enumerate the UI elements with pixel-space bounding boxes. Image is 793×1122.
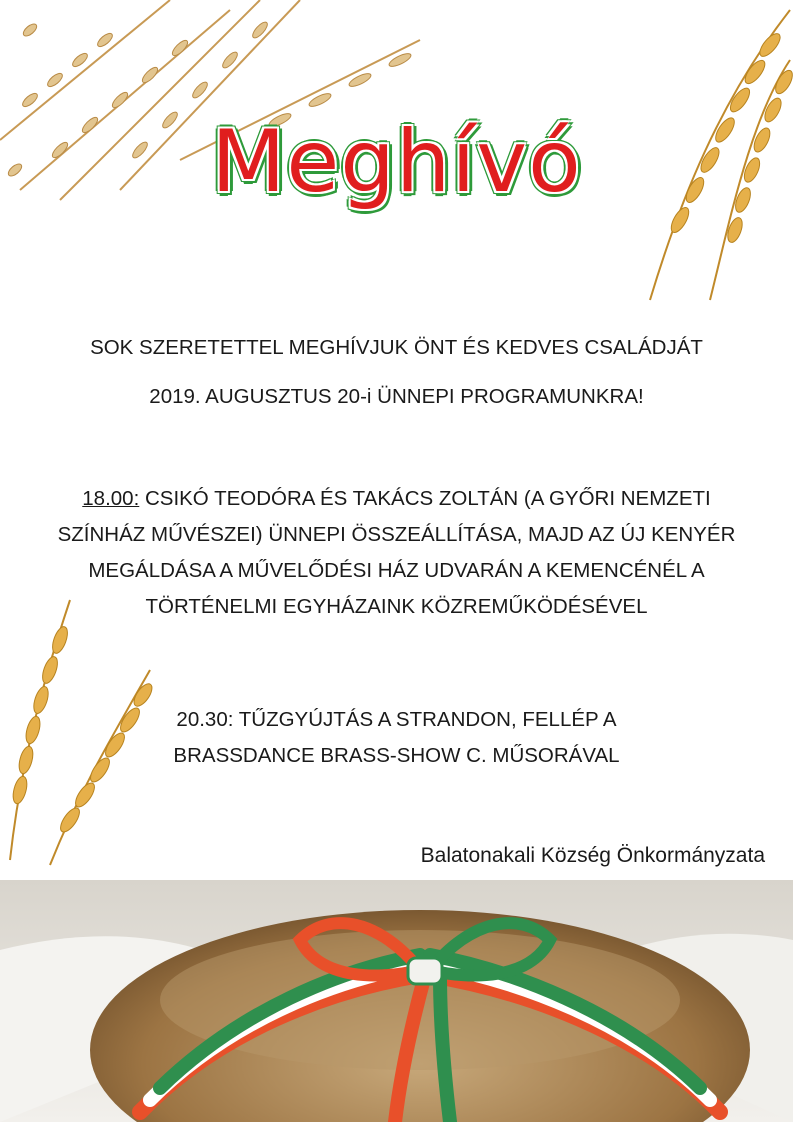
program-1 [0, 481, 793, 625]
program-2-line-2: BRASSDANCE BRASS-SHOW C. MŰSORÁVAL [173, 744, 620, 767]
program-1-time: 18.00: [82, 487, 140, 510]
program-2 [0, 702, 793, 774]
program-1-line-4: TÖRTÉNELMI EGYHÁZAINK KÖZREMŰKÖDÉSÉVEL [145, 595, 648, 618]
bread-with-ribbon-photo [0, 880, 793, 1122]
program-2-line-1: 20.30: TŰZGYÚJTÁS A STRANDON, FELLÉP A [176, 708, 617, 731]
intro-line-2: 2019. AUGUSZTUS 20-i ÜNNEPI PROGRAMUNKRA! [149, 385, 644, 408]
program-1-line-1-text: CSIKÓ TEODÓRA ÉS TAKÁCS ZOLTÁN (A GYŐRI NEMZETI [139, 487, 711, 510]
signature: Balatonakali Község Önkormányzata [420, 844, 765, 867]
program-1-line-3: MEGÁLDÁSA A MŰVELŐDÉSI HÁZ UDVARÁN A KEMENCÉNÉL A [88, 559, 705, 582]
program-1-line-1 [0, 481, 793, 517]
program-1-line-2: SZÍNHÁZ MŰVÉSZEI) ÜNNEPI ÖSSZEÁLLÍTÁSA, MAJD AZ ÚJ KENYÉR [57, 523, 736, 546]
intro-line-1: SOK SZERETETTEL MEGHÍVJUK ÖNT ÉS KEDVES CSALÁDJÁT [90, 336, 703, 359]
page-title: Meghívó [211, 112, 582, 212]
